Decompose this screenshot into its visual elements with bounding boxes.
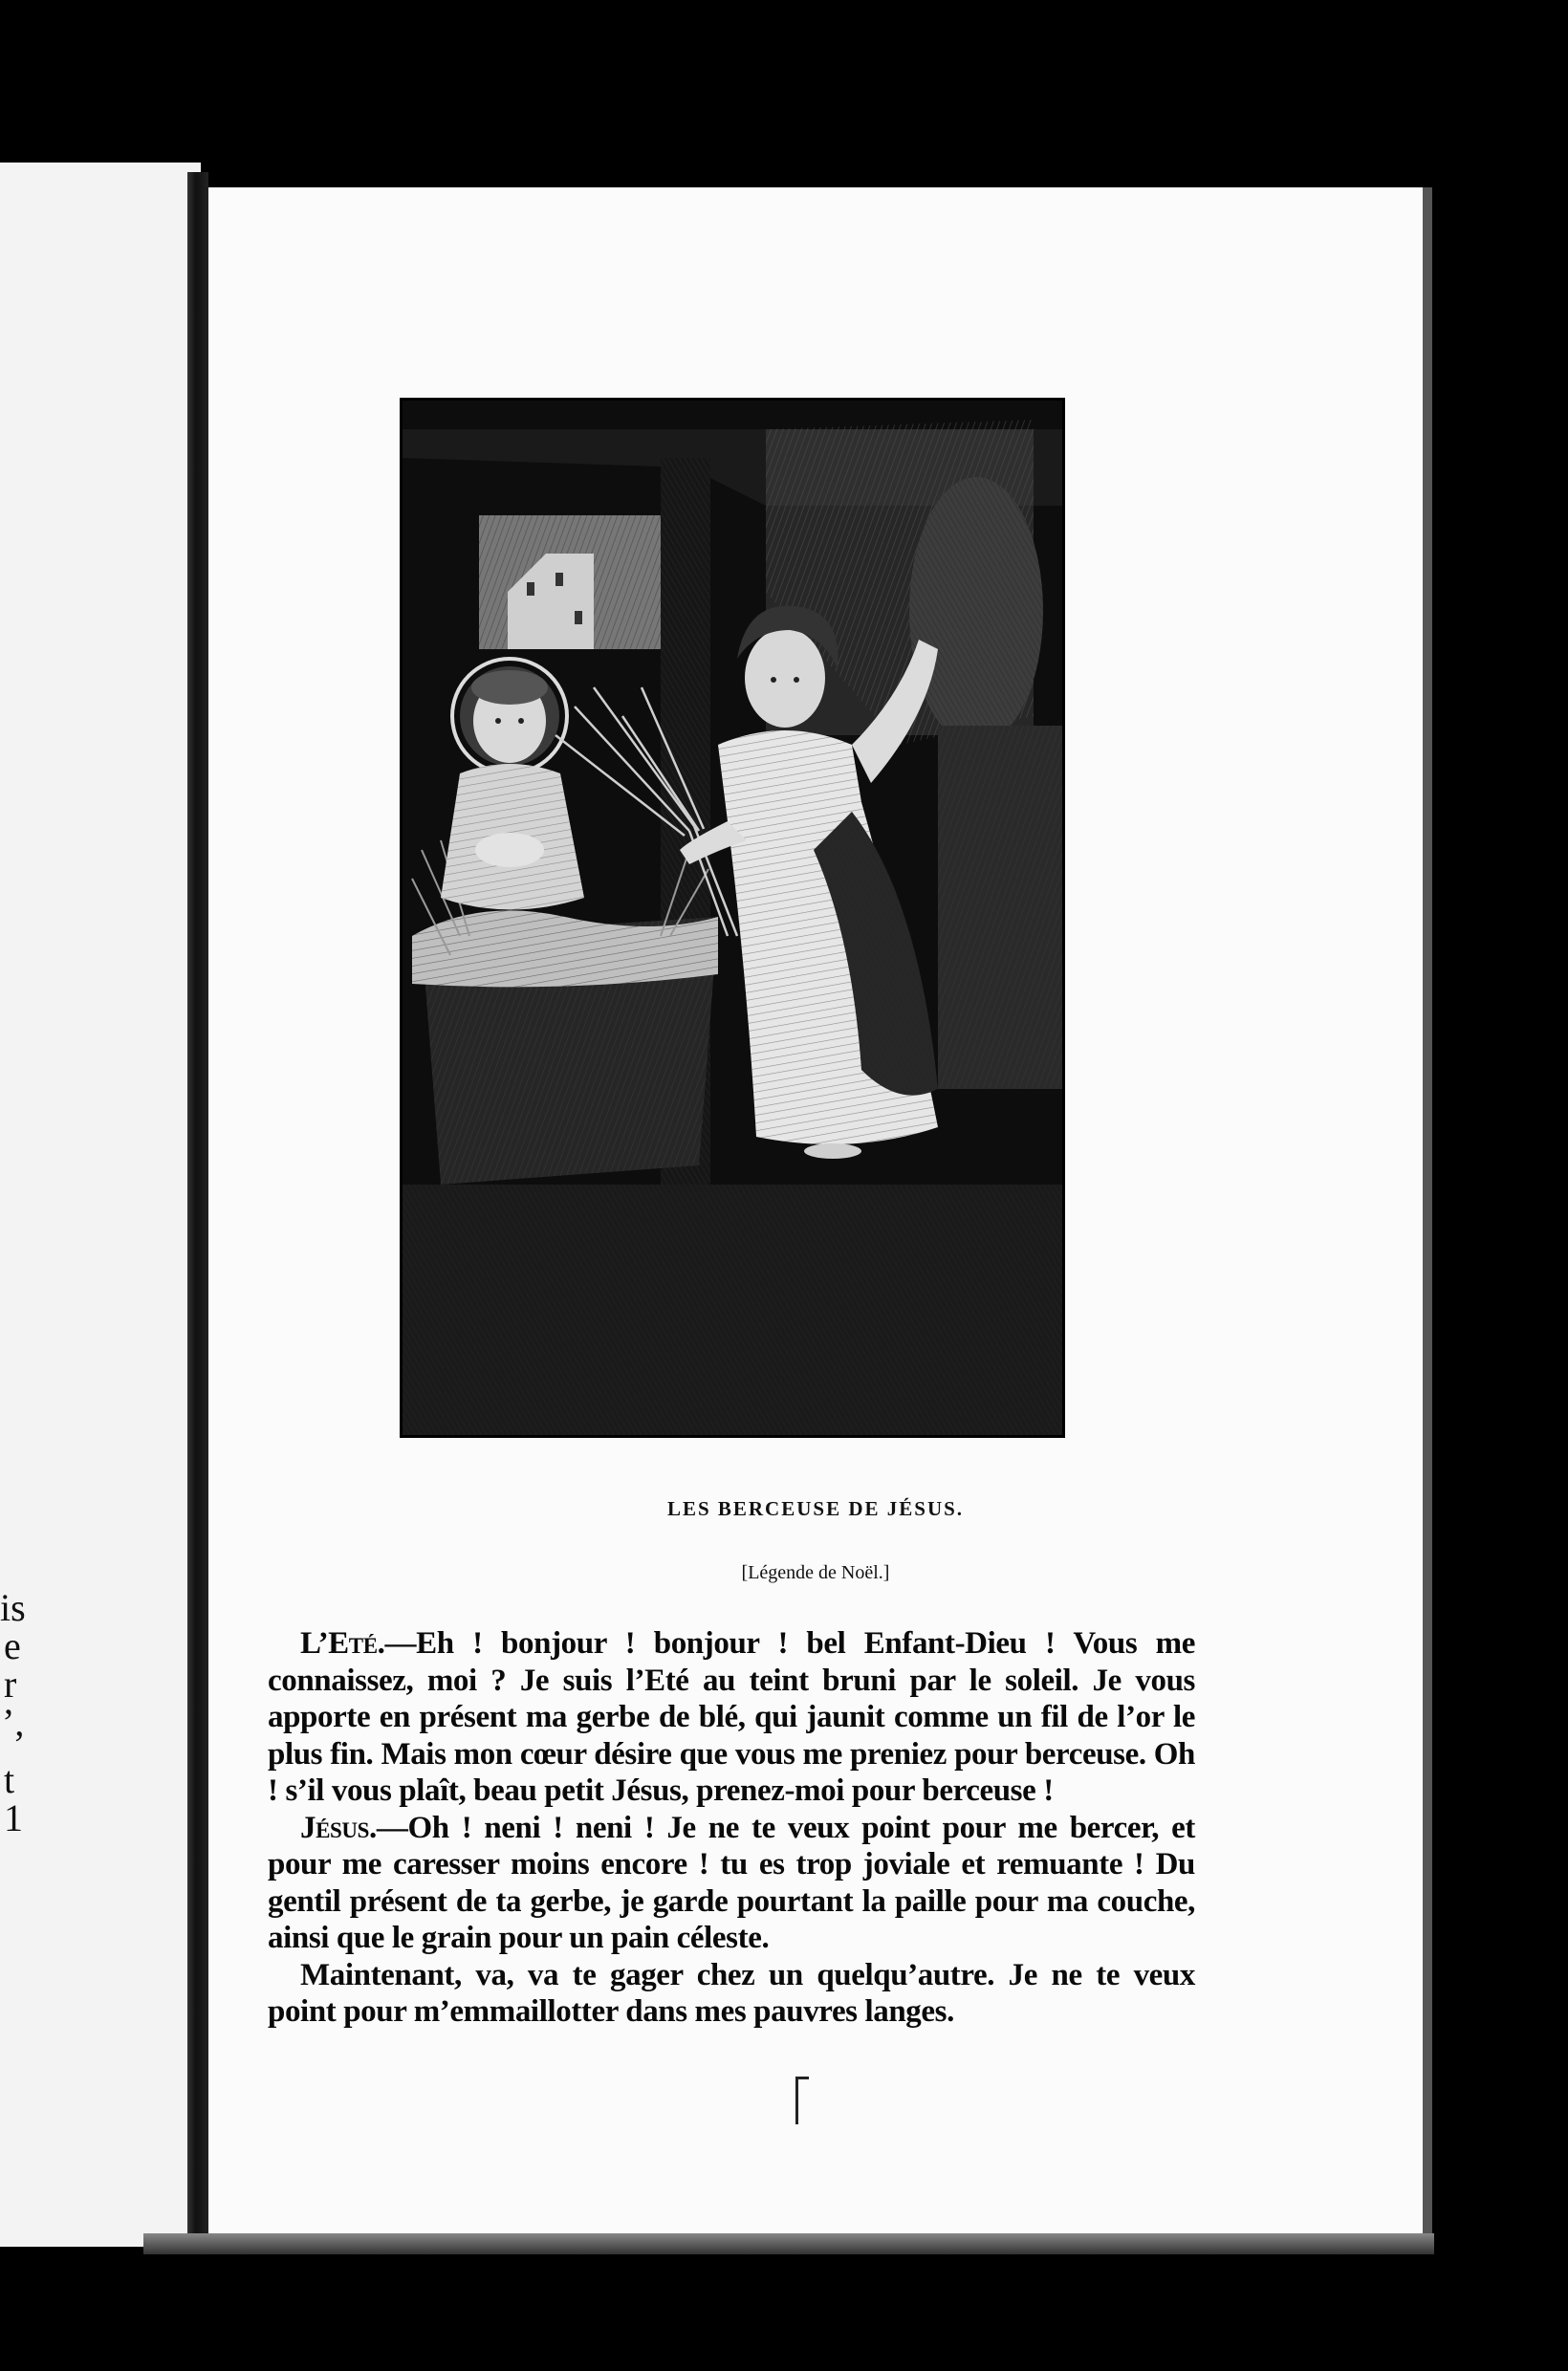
paragraph-text: —Eh ! bonjour ! bonjour ! bel Enfant-Dieu ! Vous me connaissez, moi ? Je suis l’Eté au teint bruni par le soleil. Je vous apporte en présent ma gerbe de blé, qui jaunit comme un fil de l’or le plus fin. Mais mon cœur désire que vous me preniez pour berceuse. Oh ! s’il vous plaît, beau petit Jésus, prenez-moi pour berceuse ! (268, 1626, 1195, 1808)
facing-page-fragment: e (4, 1624, 21, 1667)
facing-page-fragment: ’, (2, 1701, 25, 1744)
facing-page-fragment: r (4, 1663, 17, 1706)
facing-page-fragment: 1 (4, 1796, 23, 1839)
paragraph-text: —Oh ! neni ! neni ! Je ne te veux point pour me bercer, et pour me caresser moins encore ! tu es trop joviale et remuante ! Du gentil présent de ta gerbe, je garde pourtant la paille pour ma couche, ainsi que le grain pour un pain céleste. (268, 1810, 1195, 1955)
page-bottom-edge (143, 2233, 1434, 2254)
book-gutter (187, 172, 208, 2237)
paragraph (268, 1625, 1195, 1810)
page-edge-shadow (1423, 187, 1432, 2233)
facing-page-fragment: is (0, 1586, 26, 1629)
paragraph (268, 1957, 1195, 2031)
illustration-subtitle: [Légende de Noël.] (741, 1562, 890, 1583)
body-text (268, 1625, 1195, 2031)
speaker-name: L’Eté. (300, 1626, 385, 1661)
speaker-name: Jésus. (300, 1810, 377, 1845)
facing-page-fragment: t (4, 1758, 15, 1801)
paragraph-text: Maintenant, va, va te gager chez un quelqu’autre. Je ne te veux point pour m’emmaillotter dans mes pauvres langes. (268, 1957, 1195, 2029)
paragraph (268, 1810, 1195, 1957)
engraving-illustration (400, 398, 1065, 1438)
engraving-child-jesus-with-summer-icon (403, 401, 1062, 1435)
illustration-title: LES BERCEUSE DE JÉSUS. (666, 1497, 965, 1520)
facing-page (0, 163, 201, 2247)
printer-mark (795, 2077, 798, 2124)
